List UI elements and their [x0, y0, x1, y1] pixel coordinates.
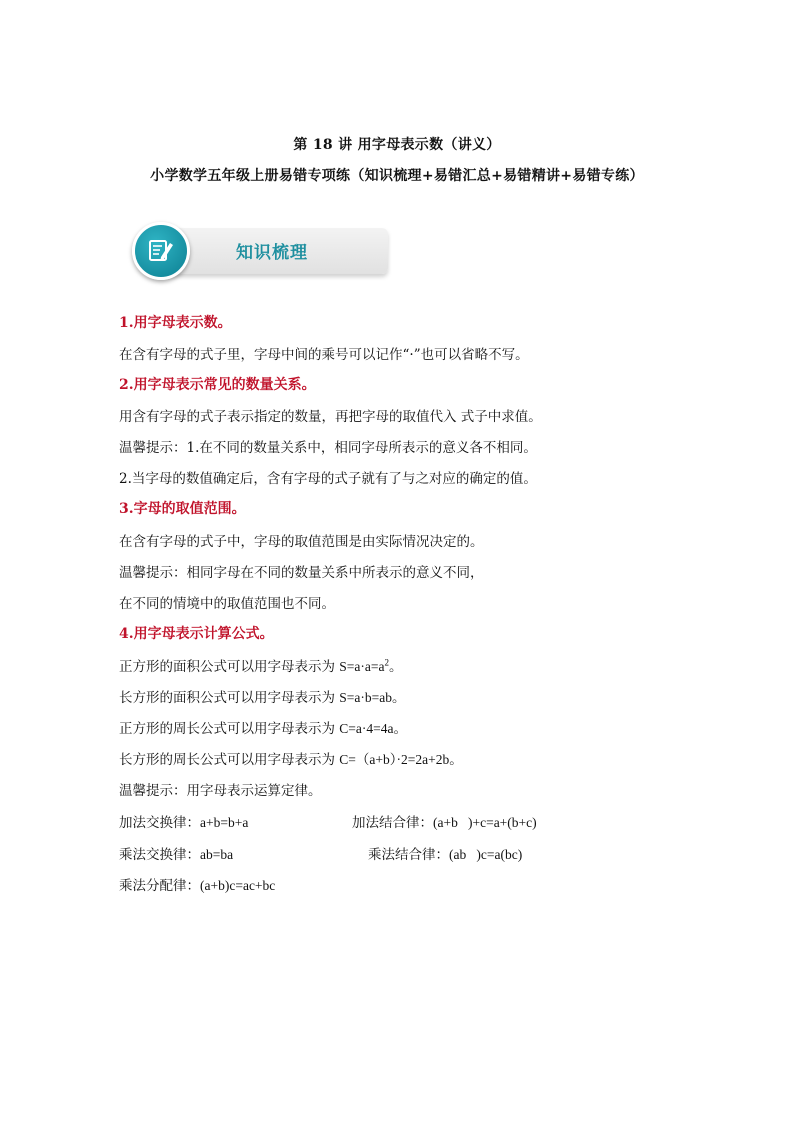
- law-multiplication-commutative: [119, 843, 233, 863]
- law-formula: ab=ba: [200, 847, 234, 862]
- tip-2: 2.当字母的数值确定后，含有字母的式子就有了与之对应的确定的值。: [119, 471, 537, 487]
- heading-3: 3.字母的取值范围。: [119, 501, 246, 517]
- law-formula: a+b=b+a: [200, 815, 249, 830]
- heading-1: 1.用字母表示数。: [119, 315, 232, 331]
- tip-1: 温馨提示：1.在不同的数量关系中，相同字母所表示的意义各不相同。: [119, 440, 537, 456]
- formula-rectangle-perimeter: [119, 748, 463, 768]
- heading-2: 2.用字母表示常见的数量关系。: [119, 377, 316, 393]
- law-distributive: [119, 874, 275, 894]
- law-label: 加法结合律：: [352, 815, 433, 831]
- law-formula: (a+b )+c=a+(b+c): [433, 815, 537, 830]
- tip-3: 温馨提示：相同字母在不同的数量关系中所表示的意义不同，: [119, 565, 484, 581]
- formula-text: 正方形的周长公式可以用字母表示为: [119, 721, 340, 737]
- formula-square-area: [119, 655, 403, 675]
- formula-square-perimeter: [119, 717, 407, 737]
- formula-text: 正方形的面积公式可以用字母表示为: [119, 659, 340, 675]
- formula-text: 长方形的周长公式可以用字母表示为: [119, 752, 340, 768]
- tip-5: 温馨提示：用字母表示运算定律。: [119, 783, 322, 799]
- law-multiplication-associative: [368, 843, 522, 863]
- formula-expression: C=（a+b）·2=2a+2b。: [339, 752, 463, 767]
- banner-label: 知识梳理: [236, 243, 308, 263]
- law-addition-commutative: [119, 811, 248, 831]
- tip-4: 在不同的情境中的取值范围也不同。: [119, 596, 335, 612]
- law-addition-associative: [352, 811, 537, 831]
- formula-end: 。: [389, 659, 403, 675]
- formula-expression: S=a·b=ab。: [339, 690, 406, 705]
- law-formula: (a+b)c=ac+bc: [200, 878, 276, 893]
- formula-expression: S=a·a=a: [339, 659, 385, 674]
- law-label: 乘法结合律：: [368, 847, 449, 863]
- law-formula: (ab )c=a(bc): [449, 847, 523, 862]
- section-banner: [130, 222, 390, 284]
- formula-text: 长方形的面积公式可以用字母表示为: [119, 690, 340, 706]
- edit-note-icon: [132, 222, 190, 280]
- paragraph-2: 用含有字母的式子表示指定的数量，再把字母的取值代入 式子中求值。: [119, 409, 542, 425]
- formula-rectangle-area: [119, 686, 406, 706]
- law-label: 乘法分配律：: [119, 878, 200, 894]
- page-title: 第 18 讲 用字母表示数（讲义）: [293, 137, 501, 153]
- formula-exponent: 2: [384, 657, 390, 668]
- law-label: 加法交换律：: [119, 815, 200, 831]
- page-subtitle: 小学数学五年级上册易错专项练（知识梳理+易错汇总+易错精讲+易错专练）: [150, 168, 644, 184]
- formula-expression: C=a·4=4a。: [339, 721, 408, 736]
- paragraph-3: 在含有字母的式子中，字母的取值范围是由实际情况决定的。: [119, 534, 484, 550]
- paragraph-1: 在含有字母的式子里，字母中间的乘号可以记作“·”也可以省略不写。: [119, 347, 529, 363]
- law-label: 乘法交换律：: [119, 847, 200, 863]
- heading-4: 4.用字母表示计算公式。: [119, 626, 274, 642]
